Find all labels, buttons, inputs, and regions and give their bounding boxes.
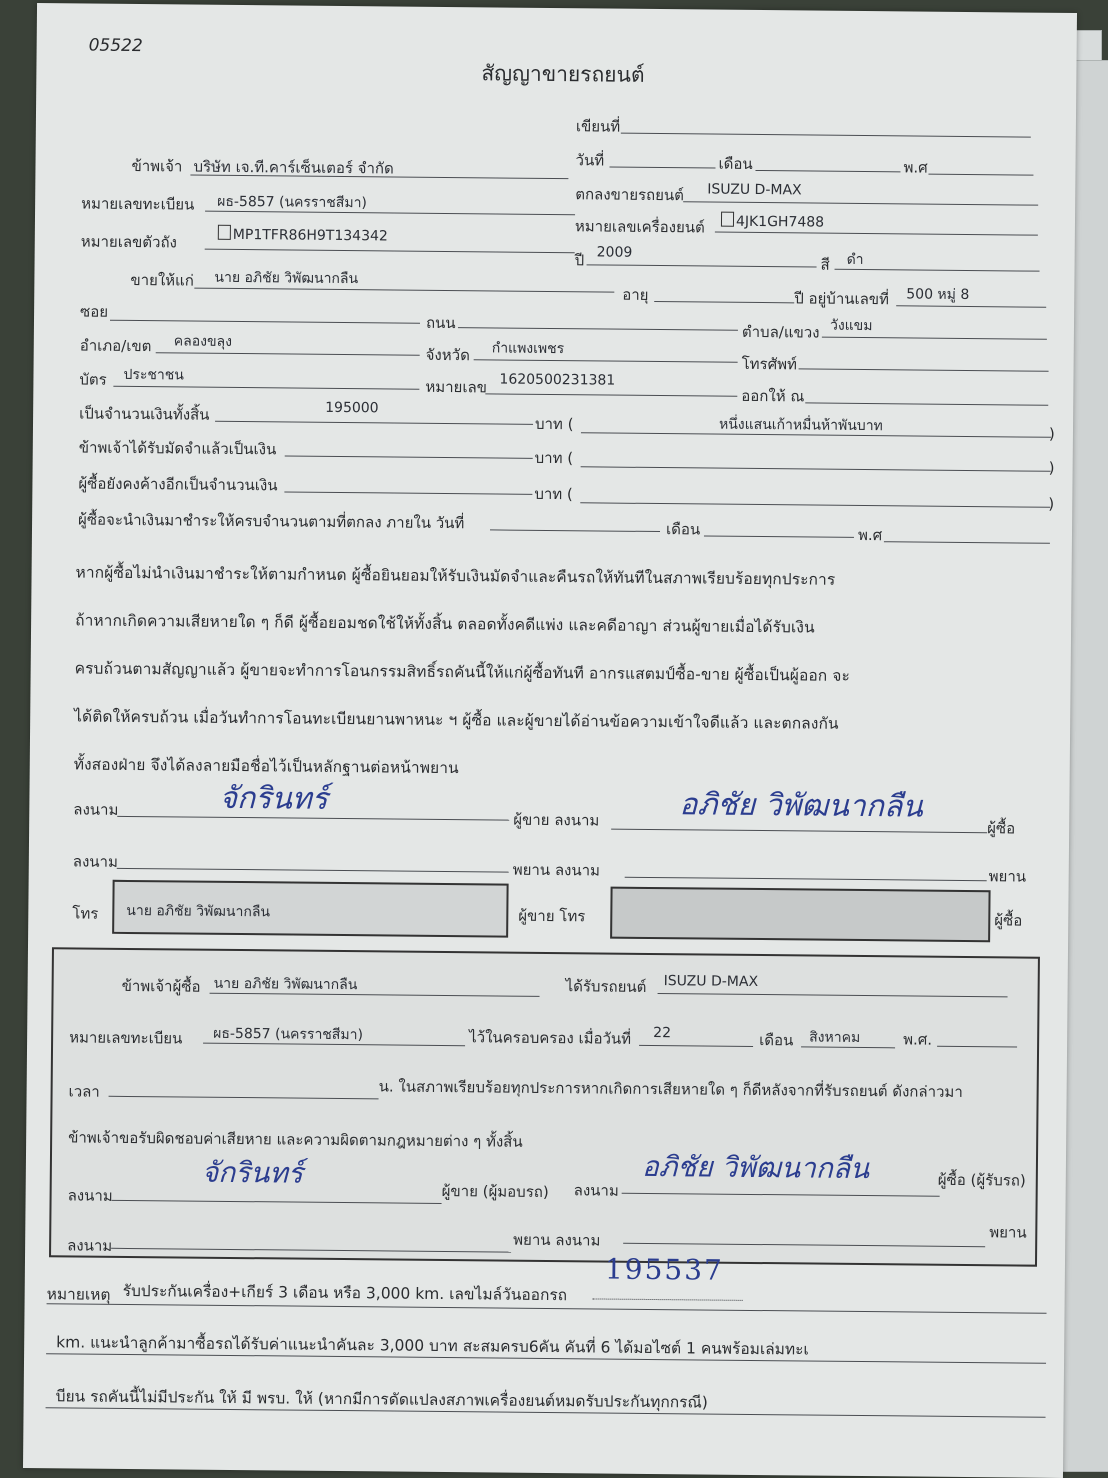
baht-label-2: บาท ( (534, 448, 574, 468)
pay-year-line (884, 541, 1050, 544)
pay-month-line (704, 535, 854, 537)
witness-sign-label: ลงนาม (72, 852, 118, 871)
buyer-name-line (194, 288, 614, 293)
remarks-line-1: รับประกันเครื่อง+เกียร์ 3 เดือน หรือ 3,000 km. เลขไมล์วันออกรถ (122, 1281, 568, 1305)
buyer-tel-box (610, 887, 990, 943)
receipt-reg-value: ผธ-5857 (นครราชสีมา) (213, 1025, 364, 1044)
car-model-line (683, 201, 1038, 205)
receipt-buyer-receive-label: ผู้ซื้อ (ผู้รับรถ) (937, 1170, 1026, 1190)
be-year-label: พ.ศ (903, 158, 928, 177)
engine-no-line (715, 232, 1038, 236)
paragraph-line-4: ได้ติดให้ครบถ้วน เมื่อวันทำการโอนทะเบียนยานพาหนะ ฯ ผู้ซื้อ และผู้ขายได้อ่านข้อความเข้าใจดีแล้ว และตกลงกัน (74, 707, 839, 733)
buyer-name-value: นาย อภิชัย วิพัฒนากลืน (214, 269, 359, 288)
phone-label: โทรศัพท์ (741, 354, 798, 374)
balance-line (284, 491, 532, 494)
buyer-label: ผู้ซื้อ (987, 819, 1016, 838)
receipt-witness-label: พยาน ลงนาม (513, 1230, 601, 1250)
date-line (610, 167, 716, 169)
chassis-no-line (205, 249, 575, 254)
color-label: สี (820, 255, 830, 274)
card-no-label: หมายเลข (425, 377, 488, 397)
engine-no-field (721, 212, 824, 231)
receipt-box (49, 947, 1040, 1266)
receipt-condition-text: น. ในสภาพเรียบร้อยทุกประการหากเกิดการเสียหายใด ๆ ก็ดีหลังจากที่รับรถยนต์ ดังกล่าวมา (378, 1077, 963, 1101)
year-value: 2009 (596, 244, 633, 261)
issued-at-line (805, 402, 1048, 405)
total-amount-line (215, 421, 533, 425)
receipt-witness-line-1 (111, 1248, 511, 1253)
tambon-line (822, 337, 1047, 340)
soi-label: ซอย (80, 302, 109, 321)
receipt-time-label: เวลา (68, 1082, 100, 1101)
pay-month-label: เดือน (665, 520, 701, 539)
agree-sell-label: ตกลงขายรถยนต์ (575, 185, 685, 205)
pay-within-label: ผู้ซื้อจะนำเงินมาชำระให้ครบจำนวนตามที่ตกลง ภายใน วันที่ (78, 510, 465, 533)
age-label: อายุ (622, 285, 649, 304)
deposit-words-line (581, 466, 1051, 472)
receipt-month-label: เดือน (759, 1031, 794, 1050)
card-type-value: ประชาชน (123, 366, 184, 384)
receipt-buyer-sign-label: ลงนาม (573, 1181, 619, 1200)
i-the-label: ข้าพเจ้า (131, 156, 183, 176)
province-value: กำแพงเพชร (491, 340, 565, 358)
engine-no-label: หมายเลขเครื่องยนต์ (574, 217, 705, 237)
receipt-seller-sign-label: ลงนาม (67, 1186, 113, 1205)
receipt-car-value: ISUZU D-MAX (663, 973, 759, 991)
seller-sign-buyer-label: ผู้ขาย ลงนาม (513, 810, 600, 830)
receipt-seller-deliver-label: ผู้ขาย (ผู้มอบรถ) (441, 1181, 549, 1202)
sell-to-label: ขายให้แก่ (130, 270, 194, 290)
witness-sign-line-1 (117, 868, 509, 873)
receipt-car-line (658, 993, 1008, 997)
document-title: สัญญาขายรถยนต์ (481, 61, 645, 87)
chassis-no-label: หมายเลขตัวถัง (80, 232, 177, 252)
written-at-label: เขียนที่ (575, 117, 621, 136)
year-label: ปี (574, 251, 585, 270)
balance-words-line (580, 502, 1050, 508)
phone-line (799, 368, 1049, 371)
receipt-responsibility-text: ข้าพเจ้าขอรับผิดชอบค่าเสียหาย และความผิดตามกฎหมายต่าง ๆ ทั้งสิ้น (68, 1128, 523, 1151)
mileage-value: 195537 (604, 1252, 724, 1287)
total-words-value: หนึ่งแสนเก้าหมื่นห้าพันบาท (718, 416, 883, 435)
baht-label-1: บาท ( (534, 414, 574, 434)
receipt-witness-sign-label: ลงนาม (67, 1236, 113, 1255)
paragraph-line-2: ถ้าหากเกิดความเสียหายใด ๆ ก็ดี ผู้ซื้อยอมชดใช้ให้ทั้งสิ้น ตลอดทั้งคดีแพ่ง และคดีอาญา ส่วนผู้ขายเมื่อได้รับเงิน (75, 611, 815, 637)
total-amount-label: เป็นจำนวนเงินทั้งสิ้น (79, 404, 210, 424)
balance-label: ผู้ซื้อยังคงค้างอีกเป็นจำนวนเงิน (78, 474, 278, 495)
receipt-year-line (937, 1046, 1017, 1048)
receipt-witness-label-2: พยาน (989, 1223, 1027, 1242)
road-line (458, 327, 738, 331)
deposit-label: ข้าพเจ้าได้รับมัดจำแล้วเป็นเงิน (78, 438, 277, 459)
date-label: วันที่ (575, 151, 605, 170)
soi-line (110, 320, 420, 324)
receipt-reg-label: หมายเลขทะเบียน (69, 1028, 183, 1048)
car-model-value: ISUZU D-MAX (707, 181, 802, 199)
remarks-line-3: บียน รถคันนี้ไม่มีประกัน ให้ มี พรบ. ให้ (หากมีการดัดแปลงสภาพเครื่องยนต์หมดรับประกันทุกกรณี) (55, 1387, 708, 1412)
month-label: เดือน (718, 154, 753, 173)
paragraph-line-1: หากผู้ซื้อไม่นำเงินมาชำระให้ตามกำหนด ผู้ซื้อยินยอมให้รับเงินมัดจำและคืนรถให้ทันทีในสภาพเรียบร้อยทุกประการ (75, 563, 836, 589)
color-line (835, 269, 1040, 272)
close-paren-3: ) (1048, 494, 1055, 513)
receipt-received-label: ได้รับรถยนต์ (565, 977, 647, 996)
paragraph-line-3: ครบถ้วนตามสัญญาแล้ว ผู้ขายจะทำการโอนกรรมสิทธิ์รถคันนี้ให้แก่ผู้ซื้อทันที อากรแสตมป์ซื้อ-ขาย ผู้ซื้อเป็นผู้ออก จะ (74, 659, 851, 685)
total-amount-value: 195000 (325, 399, 379, 417)
color-value: ดำ (846, 251, 864, 268)
receipt-time-line (109, 1096, 379, 1100)
remarks-label: หมายเหตุ (46, 1285, 111, 1304)
checkbox-icon (721, 212, 734, 227)
receipt-buyer-sign-line (622, 1193, 940, 1197)
buyer-signature: อภิชัย วิพัฒนากลืน (679, 787, 923, 825)
house-no-value: 500 หมู่ 8 (906, 286, 970, 304)
remarks-line-2: km. แนะนำลูกค้ามาซื้อรถได้รับค่าแนะนำคันละ 3,000 บาท สะสมครบ6คัน คันที่ 6 ได้มอไซต์ 1 คนพร้อมเล่มทะเ (56, 1333, 809, 1359)
chassis-no-field (218, 225, 388, 245)
month-line (755, 170, 900, 172)
pay-year-label: พ.ศ (857, 525, 883, 545)
card-label: บัตร (79, 370, 107, 389)
pay-day-line (490, 529, 660, 532)
written-at-line (621, 133, 1031, 138)
tambon-label: ตำบล/แขวง (741, 322, 820, 342)
tel-label: โทร (72, 904, 99, 923)
receipt-day-line (639, 1045, 753, 1047)
close-paren-1: ) (1048, 424, 1055, 443)
checkbox-icon (218, 225, 231, 240)
amphoe-line (156, 352, 420, 356)
card-no-value: 1620500231381 (499, 371, 616, 389)
receipt-witness-line-2 (623, 1243, 985, 1247)
witness-sign-label-2: พยาน ลงนาม (512, 860, 601, 880)
chassis-no-value: MP1TFR86H9T134342 (232, 226, 388, 245)
receipt-buyer-signature: อภิชัย วิพัฒนากลืน (641, 1149, 870, 1186)
seller-sign-label: ลงนาม (73, 800, 119, 819)
baht-label-3: บาท ( (534, 484, 573, 504)
house-no-line (896, 305, 1046, 307)
receipt-buyer-label: ข้าพเจ้าผู้ซื้อ (121, 976, 201, 996)
tambon-value: วังแขม (829, 317, 873, 335)
receipt-seller-signature: จักรินทร์ (201, 1155, 304, 1190)
amphoe-value: คลองขลุง (173, 333, 233, 350)
contract-paper (23, 3, 1077, 1478)
seller-tel-label: ผู้ขาย โทร (518, 906, 586, 926)
province-line (474, 359, 738, 363)
witness-label: พยาน (988, 867, 1027, 886)
close-paren-2: ) (1048, 458, 1055, 477)
document-number: 05522 (88, 35, 143, 57)
buyer-tel-label: ผู้ซื้อ (994, 911, 1023, 930)
receipt-year-label: พ.ศ. (903, 1030, 933, 1049)
receipt-seller-sign-line (112, 1200, 442, 1204)
receipt-possession-label: ไว้ในครอบครอง เมื่อวันที่ (469, 1028, 632, 1048)
mileage-dotted-line (593, 1298, 743, 1300)
be-year-line (928, 174, 1033, 176)
year-line (587, 264, 817, 267)
reg-no-label: หมายเลขทะเบียน (81, 194, 195, 214)
card-no-line (485, 393, 737, 396)
years-live-label: ปี อยู่บ้านเลขที่ (794, 289, 890, 309)
age-line (654, 301, 794, 303)
reg-no-value: ผธ-5857 (นครราชสีมา) (217, 193, 368, 212)
amphoe-label: อำเภอ/เขต (79, 336, 152, 356)
receipt-buyer-name: นาย อภิชัย วิพัฒนากลืน (213, 975, 358, 994)
paragraph-line-5: ทั้งสองฝ่าย จึงได้ลงลายมือชื่อไว้เป็นหลักฐานต่อหน้าพยาน (73, 755, 459, 778)
seller-tel-value: นาย อภิชัย วิพัฒนากลืน (126, 902, 271, 921)
seller-signature: จักรินทร์ (219, 780, 328, 817)
road-label: ถนน (425, 313, 456, 333)
issued-at-label: ออกให้ ณ (741, 386, 805, 406)
company-value: บริษัท เจ.ที.คาร์เซ็นเตอร์ จำกัด (193, 157, 394, 178)
receipt-day-value: 22 (653, 1025, 672, 1042)
witness-sign-line-2 (625, 877, 987, 881)
engine-no-value: 4JK1GH7488 (735, 213, 825, 231)
seller-tel-box (112, 880, 509, 938)
receipt-month-value: สิงหาคม (809, 1029, 861, 1046)
card-type-line (113, 386, 419, 390)
province-label: จังหวัด (425, 345, 470, 365)
deposit-line (285, 455, 533, 458)
